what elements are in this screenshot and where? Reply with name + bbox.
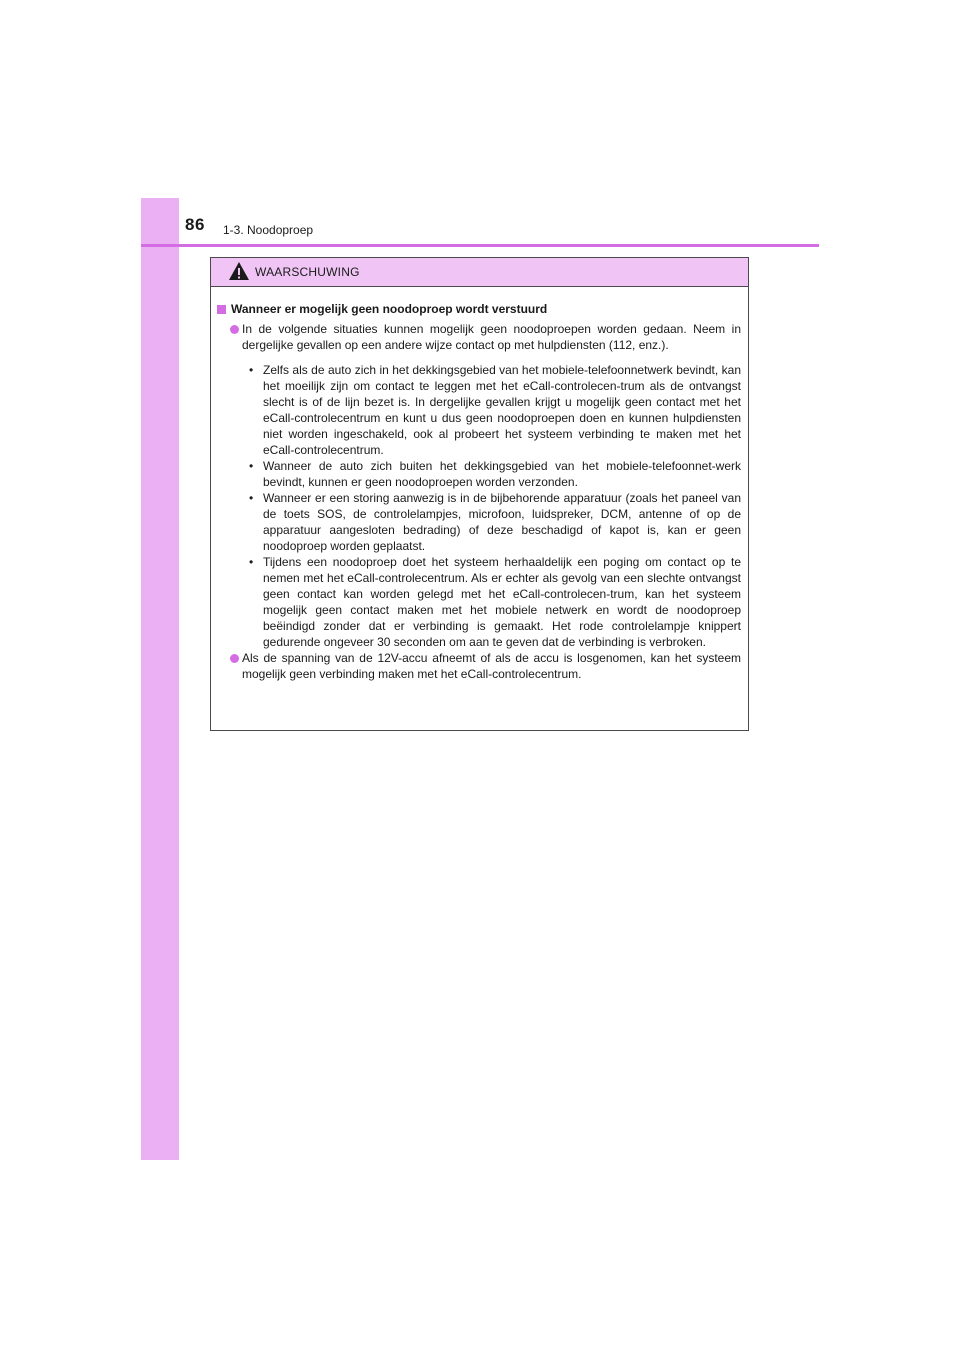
warning-box <box>210 257 749 731</box>
circle-marker-icon <box>230 325 239 334</box>
bullet-glyph: • <box>249 555 254 569</box>
sub-list-item <box>217 458 741 490</box>
sub-list-item-text: Tijdens een noodoproep doet het systeem herhaaldelijk een poging om contact op te nemen met het eCall-controlecentrum. Als er echter als gevolg van een slechte ontvangst geen contact kan worden gelegd met het eCall-controlecen-trum, kan het systeem mogelijk geen contact maken met het mobiele netwerk en wordt de noodoproep beëindigd zonder dat er verbinding is gemaakt. Het rode controlelampje knippert gedurende ongeveer 30 seconden om aan te geven dat de verbinding is verbroken. <box>263 555 741 649</box>
circle-marker-icon <box>230 654 239 663</box>
warning-body <box>211 287 748 682</box>
list-item <box>217 321 741 353</box>
warning-header <box>211 258 748 287</box>
sub-list <box>217 362 741 650</box>
page-number: 86 <box>185 215 205 234</box>
bullet-glyph: • <box>249 363 254 377</box>
list-item-text: In de volgende situaties kunnen mogelijk geen noodoproepen worden gedaan. Neem in dergelijke gevallen op een andere wijze contact op met hulpdiensten (112, enz.). <box>242 322 741 352</box>
bullet-glyph: • <box>249 491 254 505</box>
bullet-glyph: • <box>249 459 254 473</box>
sub-list-item-text: Zelfs als de auto zich in het dekkingsgebied van het mobiele-telefoonnetwerk bevindt, kan het moeilijk zijn om contact te leggen met het eCall-controlecen-trum als de ontvangst slecht is of de lijn bezet is. In dergelijke gevallen krijgt u mogelijk geen contact met het eCall-controlecentrum en kunt u dus geen noodoproepen doen en kunnen hulpdiensten niet worden ingeschakeld, ook al probeert het systeem verbinding te maken met het eCall-controlecentrum. <box>263 363 741 457</box>
sub-list-item <box>217 554 741 650</box>
warning-triangle-icon <box>228 261 250 281</box>
list-item-text: Als de spanning van de 12V-accu afneemt of als de accu is losgenomen, kan het systeem mogelijk geen verbinding maken met het eCall-controlecentrum. <box>242 651 741 681</box>
warning-heading <box>217 301 741 317</box>
sub-list-item <box>217 490 741 554</box>
side-tab <box>141 198 179 1160</box>
sub-list-item-text: Wanneer er een storing aanwezig is in de bijbehorende apparatuur (zoals het paneel van de toets SOS, de controlelampjes, microfoon, luidspreker, DCM, antenne of op de apparatuur aangesloten bedrading) of deze beschadigd of kapot is, kan er geen noodoproep worden geplaatst. <box>263 491 741 553</box>
warning-title: WAARSCHUWING <box>255 265 360 279</box>
sub-list-item-text: Wanneer de auto zich buiten het dekkingsgebied van het mobiele-telefoonnet-werk bevindt, kunnen er geen noodoproepen worden verzonden. <box>263 459 741 489</box>
sub-list-item <box>217 362 741 458</box>
list-item <box>217 650 741 682</box>
warning-heading-text: Wanneer er mogelijk geen noodoproep wordt verstuurd <box>231 302 548 316</box>
header-rule <box>141 244 819 247</box>
square-marker-icon <box>217 305 226 314</box>
section-title: 1-3. Noodoproep <box>223 223 314 237</box>
